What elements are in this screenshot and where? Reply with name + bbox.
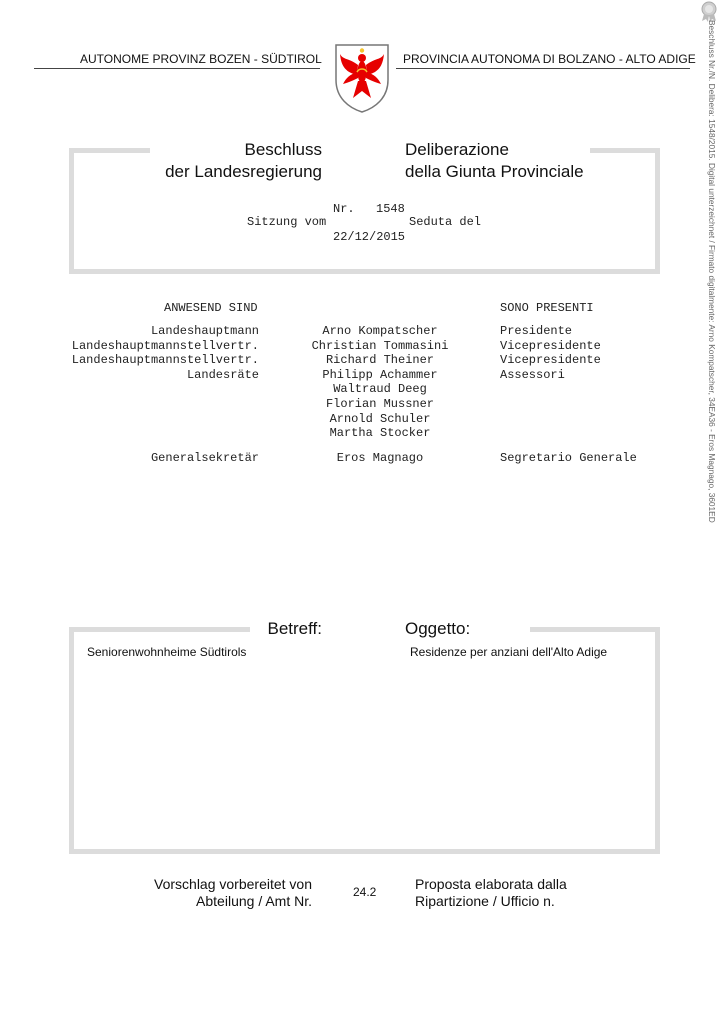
- session-it-label: Seduta del: [409, 215, 482, 229]
- header-right-title: PROVINCIA AUTONOMA DI BOLZANO - ALTO ADIGE: [403, 52, 696, 66]
- member-role-de: Landeshauptmannstellvertr.: [71, 353, 259, 368]
- title-de-line1: Beschluss: [244, 140, 322, 159]
- title-de-line2: der Landesregierung: [165, 162, 322, 181]
- member-name: Richard Theiner: [325, 353, 435, 368]
- member-name: Arno Kompatscher: [322, 324, 438, 338]
- decision-nr-label: Nr.: [333, 202, 355, 216]
- title-it-line1: Deliberazione: [405, 140, 509, 159]
- member-name: Arnold Schuler: [329, 411, 431, 426]
- side-note-text: Beschluss Nr./N. Delibera: 1548/2015. Digital unterzeichnet / Firmato digitalmente: Arno Kompatscher, 34EA36 - Eros Magnago, 3601ED: [707, 20, 717, 523]
- member-role-it: Presidente: [500, 324, 573, 338]
- session-de-label: Sitzung vom: [247, 215, 327, 229]
- digital-seal-icon: [698, 0, 720, 22]
- subject-box: [69, 627, 660, 854]
- member-role-de: Landeshauptmannstellvertr.: [71, 338, 259, 353]
- proposal-de-line1: Vorschlag vorbereitet von: [154, 876, 312, 892]
- member-role-it: Vicepresidente: [500, 353, 601, 368]
- member-role-de: Landeshauptmann: [150, 324, 259, 338]
- header-left-title: AUTONOME PROVINZ BOZEN - SÜDTIROL: [80, 52, 322, 66]
- member-role-it: Assessori: [500, 367, 565, 382]
- proposal-it-line1: Proposta elaborata dalla: [415, 876, 567, 892]
- session-date: 22/12/2015: [333, 230, 406, 244]
- member-name: Philipp Achammer: [322, 367, 438, 382]
- title-it-line2: della Giunta Provinciale: [405, 162, 584, 181]
- member-role-de: Landesräte: [186, 367, 259, 382]
- secretary-role-it: Segretario Generale: [500, 451, 637, 465]
- member-role-it: Vicepresidente: [500, 338, 601, 353]
- member-name: Martha Stocker: [329, 426, 431, 441]
- decision-nr-value: 1548: [376, 202, 405, 216]
- header-right-rule: [396, 68, 690, 69]
- proposal-de-line2: Abteilung / Amt Nr.: [196, 893, 312, 909]
- coat-of-arms-icon: [333, 42, 391, 114]
- secretary-name: Eros Magnago: [336, 451, 424, 465]
- secretary-role-de: Generalsekretär: [150, 451, 259, 465]
- header-left-rule: [34, 68, 320, 69]
- member-name: Waltraud Deeg: [333, 382, 427, 397]
- subject-label-de: Betreff:: [267, 619, 322, 638]
- digital-signature-note: [697, 20, 719, 600]
- proposal-it-line2: Ripartizione / Ufficio n.: [415, 893, 555, 909]
- member-name: Christian Tommasini: [311, 338, 449, 353]
- attendance-header-de: ANWESEND SIND: [164, 301, 258, 315]
- attendance-header-it: SONO PRESENTI: [500, 301, 594, 315]
- member-name: Florian Mussner: [325, 397, 435, 411]
- subject-text-it: Residenze per anziani dell'Alto Adige: [410, 645, 608, 659]
- proposal-number: 24.2: [353, 885, 377, 899]
- subject-label-it: Oggetto:: [405, 619, 471, 638]
- subject-text-de: Seniorenwohnheime Südtirols: [87, 645, 247, 659]
